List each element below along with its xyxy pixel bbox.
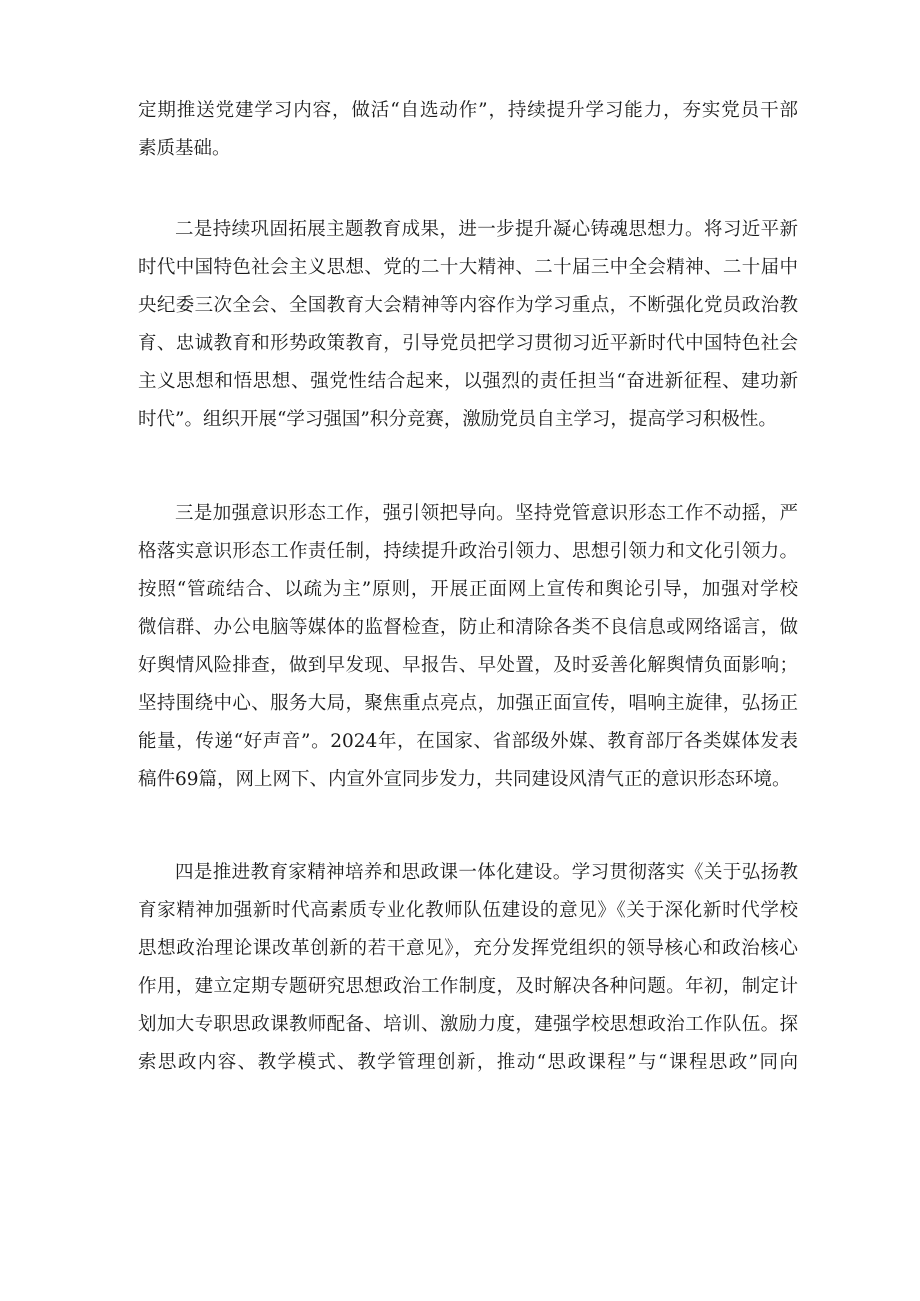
text-line: 好舆情风险排查，做到早发现、早报告、早处置，及时妥善化解舆情负面影响； [138,655,798,676]
paragraph-intro-tail [138,92,798,168]
text-line: 二是持续巩固拓展主题教育成果，进一步提升凝心铸魂思想力。将习近平新 [175,219,798,240]
paragraph-point-four [138,854,798,1082]
text-line: 划加大专职思政课教师配备、培训、激励力度，建强学校思想政治工作队伍。探 [138,1014,798,1035]
text-line: 按照“管疏结合、以疏为主”原则，开展正面网上宣传和舆论引导，加强对学校 [138,579,798,600]
text-line: 三是加强意识形态工作，强引领把导向。坚持党管意识形态工作不动摇，严 [175,503,798,524]
text-line: 稿件69篇，网上网下、内宣外宣同步发力，共同建设风清气正的意识形态环境。 [138,769,791,790]
text-line: 作用，建立定期专题研究思想政治工作制度，及时解决各种问题。年初，制定计 [138,976,798,997]
text-line: 坚持围绕中心、服务大局，聚焦重点亮点，加强正面宣传，唱响主旋律，弘扬正 [138,693,798,714]
text-line: 主义思想和悟思想、强党性结合起来，以强烈的责任担当“奋进新征程、建功新 [138,371,798,392]
text-line: 育、忠诚教育和形势政策教育，引导党员把学习贯彻习近平新时代中国特色社会 [138,333,798,354]
paragraph-point-three [138,495,798,799]
text-line: 育家精神加强新时代高素质专业化教师队伍建设的意见》《关于深化新时代学校 [138,900,798,921]
text-line: 微信群、办公电脑等媒体的监督检查，防止和清除各类不良信息或网络谣言，做 [138,617,798,638]
text-line: 格落实意识形态工作责任制，持续提升政治引领力、思想引领力和文化引领力。 [138,541,798,562]
text-line: 思想政治理论课改革创新的若干意见》，充分发挥党组织的领导核心和政治核心 [138,938,798,959]
text-line: 四是推进教育家精神培养和思政课一体化建设。学习贯彻落实《关于弘扬教 [175,862,798,883]
text-line: 央纪委三次全会、全国教育大会精神等内容作为学习重点，不断强化党员政治教 [138,295,798,316]
text-line: 素质基础。 [138,138,231,159]
paragraph-point-two [138,211,798,439]
text-line: 索思政内容、教学模式、教学管理创新，推动“思政课程”与“课程思政”同向 [138,1052,798,1073]
text-line: 能量，传递“好声音”。2024年，在国家、省部级外媒、教育部厅各类媒体发表 [138,731,798,752]
text-line: 时代”。组织开展“学习强国”积分竞赛，激励党员自主学习，提高学习积极性。 [138,409,777,430]
text-line: 定期推送党建学习内容，做活“自选动作”，持续提升学习能力，夯实党员干部 [138,100,798,121]
text-line: 时代中国特色社会主义思想、党的二十大精神、二十届三中全会精神、二十届中 [138,257,798,278]
